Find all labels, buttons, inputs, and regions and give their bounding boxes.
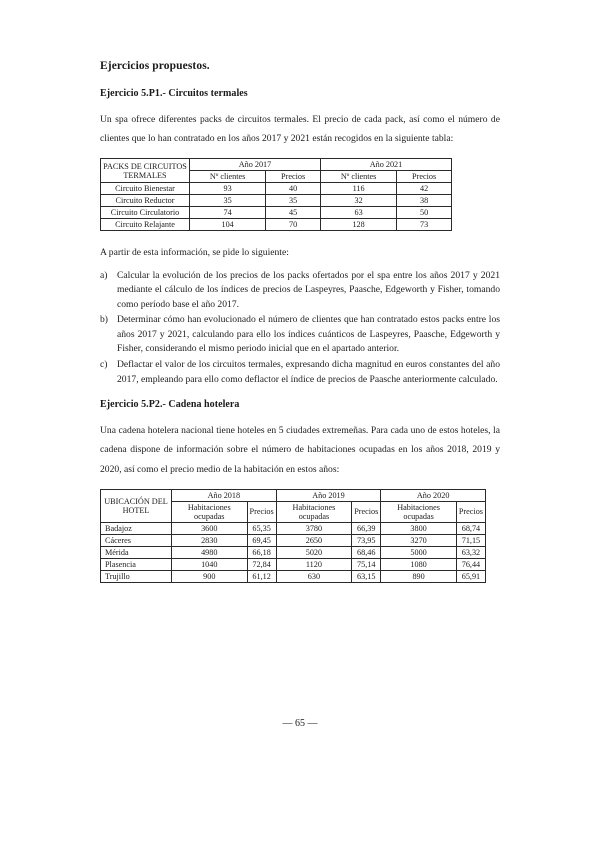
- table-cell: 63,32: [456, 546, 485, 558]
- table-cell: 35: [266, 195, 321, 207]
- table-row: [101, 534, 486, 546]
- table-row: [101, 558, 486, 570]
- list-item-text: Calcular la evolución de los precios de los packs ofertados por el spa entre los años 2017 y 2021 mediante el cálculo de los índices de precios de Laspeyres, Paasche, Edgeworth y Fisher, tomando como período base el año 2017.: [117, 269, 500, 310]
- table-sub-header: Precios: [247, 501, 276, 522]
- exercise2-heading: Ejercicio 5.P2.- Cadena hotelera: [100, 399, 240, 411]
- table-cell: 104: [190, 219, 266, 231]
- table-group-header: Año 2020: [381, 489, 486, 501]
- table-cell: 45: [266, 207, 321, 219]
- table-cell: 40: [266, 183, 321, 195]
- table-row: [101, 195, 452, 207]
- exercise1-intro: Un spa ofrece diferentes packs de circuitos termales. El precio de cada pack, así como el número de clientes que lo han contratado en los años 2017 y 2021 están recogidos en la siguiente tabla:: [100, 114, 500, 145]
- table-cell: 73: [397, 219, 452, 231]
- page-title: Ejercicios propuestos.: [100, 60, 210, 72]
- table-cell: 3800: [381, 522, 457, 534]
- table-cell: 42: [397, 183, 452, 195]
- table-row-label: Plasencia: [101, 558, 172, 570]
- table-cell: 70: [266, 219, 321, 231]
- table-sub-header: Habitaciones ocupadas: [172, 501, 248, 522]
- list-item-text: Deflactar el valor de los circuitos termales, expresando dicha magnitud en euros constantes del año 2017, empleando para ello como deflactor el índice de precios de Paasche anteriormente calculado.: [117, 359, 500, 385]
- table-sub-header: Precios: [266, 171, 321, 183]
- table-cell: 3780: [276, 522, 352, 534]
- list-item-marker: b): [100, 314, 108, 326]
- table-row-label: Badajoz: [101, 522, 172, 534]
- table-cell: 65,91: [456, 570, 485, 582]
- table-sub-header: Precios: [456, 501, 485, 522]
- table-row: [101, 489, 486, 501]
- table-group-header: Año 2021: [320, 159, 451, 171]
- table-cell: 50: [397, 207, 452, 219]
- table-sub-header: Nº clientes: [320, 171, 396, 183]
- table-cell: 69,45: [247, 534, 276, 546]
- table-cell: 890: [381, 570, 457, 582]
- table-cell: 1040: [172, 558, 248, 570]
- table-corner-header: PACKS DE CIRCUITOS TERMALES: [101, 159, 190, 183]
- table-cell: 1120: [276, 558, 352, 570]
- table-cell: 65,35: [247, 522, 276, 534]
- table-cell: 5020: [276, 546, 352, 558]
- exercise1-heading: Ejercicio 5.P1.- Circuitos termales: [100, 88, 248, 99]
- table-cell: 4980: [172, 546, 248, 558]
- table-cell: 72,84: [247, 558, 276, 570]
- table-cell: 75,14: [352, 558, 381, 570]
- table-cell: 68,46: [352, 546, 381, 558]
- table-row: [101, 183, 452, 195]
- table-row: [101, 546, 486, 558]
- table-cell: 3600: [172, 522, 248, 534]
- table-cell: 63,15: [352, 570, 381, 582]
- table-cell: 66,39: [352, 522, 381, 534]
- exercise1-items: [100, 269, 500, 388]
- table-group-header: Año 2018: [172, 489, 277, 501]
- table-cell: 32: [320, 195, 396, 207]
- table-cell: 74: [190, 207, 266, 219]
- list-item-marker: a): [100, 269, 108, 281]
- table-sub-header: Precios: [352, 501, 381, 522]
- table-row-label: Mérida: [101, 546, 172, 558]
- list-item: [100, 269, 500, 313]
- list-item: [100, 358, 500, 387]
- table-row: [101, 570, 486, 582]
- table-cell: 63: [320, 207, 396, 219]
- table-cell: 2830: [172, 534, 248, 546]
- table-cell: 66,18: [247, 546, 276, 558]
- list-item-text: Determinar cómo han evolucionado el número de clientes que han contratado estos packs entre los años 2017 y 2021, calculando para ello los índices cuánticos de Laspeyres, Paasche, Edgeworth y Fisher, considerando el mismo periodo inicial que en el apartado anterior.: [117, 314, 500, 355]
- table-sub-header: Precios: [397, 171, 452, 183]
- document-content: [100, 60, 500, 595]
- table-cell: 630: [276, 570, 352, 582]
- table-row: [101, 207, 452, 219]
- table-sub-header: Nº clientes: [190, 171, 266, 183]
- table-cell: 128: [320, 219, 396, 231]
- table-cell: 116: [320, 183, 396, 195]
- table-cell: 3270: [381, 534, 457, 546]
- exercise2-intro: Una cadena hotelera nacional tiene hoteles en 5 ciudades extremeñas. Para cada uno de estos hoteles, la cadena dispone de información sobre el número de habitaciones ocupadas en los años 2018, 2019 y 2020, así como el precio medio de la habitación en estos años:: [100, 425, 500, 475]
- table-cell: 68,74: [456, 522, 485, 534]
- table-cell: 2650: [276, 534, 352, 546]
- page-number: — 65 —: [282, 718, 318, 729]
- table-row-label: Circuito Reductor: [101, 195, 190, 207]
- table-group-header: Año 2017: [190, 159, 321, 171]
- exercise1-table: [100, 158, 452, 231]
- table-row: [101, 219, 452, 231]
- table-cell: 38: [397, 195, 452, 207]
- table-row-label: Circuito Circulatorio: [101, 207, 190, 219]
- table-cell: 900: [172, 570, 248, 582]
- table-cell: 76,44: [456, 558, 485, 570]
- table-row: [101, 159, 452, 171]
- table-cell: 1080: [381, 558, 457, 570]
- table-cell: 71,15: [456, 534, 485, 546]
- table-row-label: Circuito Relajante: [101, 219, 190, 231]
- exercise2-table: [100, 489, 486, 583]
- table-group-header: Año 2019: [276, 489, 381, 501]
- table-cell: 93: [190, 183, 266, 195]
- table-row-label: Circuito Bienestar: [101, 183, 190, 195]
- table-sub-header: Habitaciones ocupadas: [276, 501, 352, 522]
- table-cell: 5000: [381, 546, 457, 558]
- table-corner-header: UBICACIÓN DEL HOTEL: [101, 489, 172, 522]
- list-item-marker: c): [100, 359, 108, 371]
- table-cell: 61,12: [247, 570, 276, 582]
- table-row-label: Trujillo: [101, 570, 172, 582]
- table-row-label: Cáceres: [101, 534, 172, 546]
- table-sub-header: Habitaciones ocupadas: [381, 501, 457, 522]
- exercise1-prompt: A partir de esta información, se pide lo siguiente:: [100, 247, 289, 259]
- table-cell: 73,95: [352, 534, 381, 546]
- table-cell: 35: [190, 195, 266, 207]
- list-item: [100, 313, 500, 357]
- table-row: [101, 522, 486, 534]
